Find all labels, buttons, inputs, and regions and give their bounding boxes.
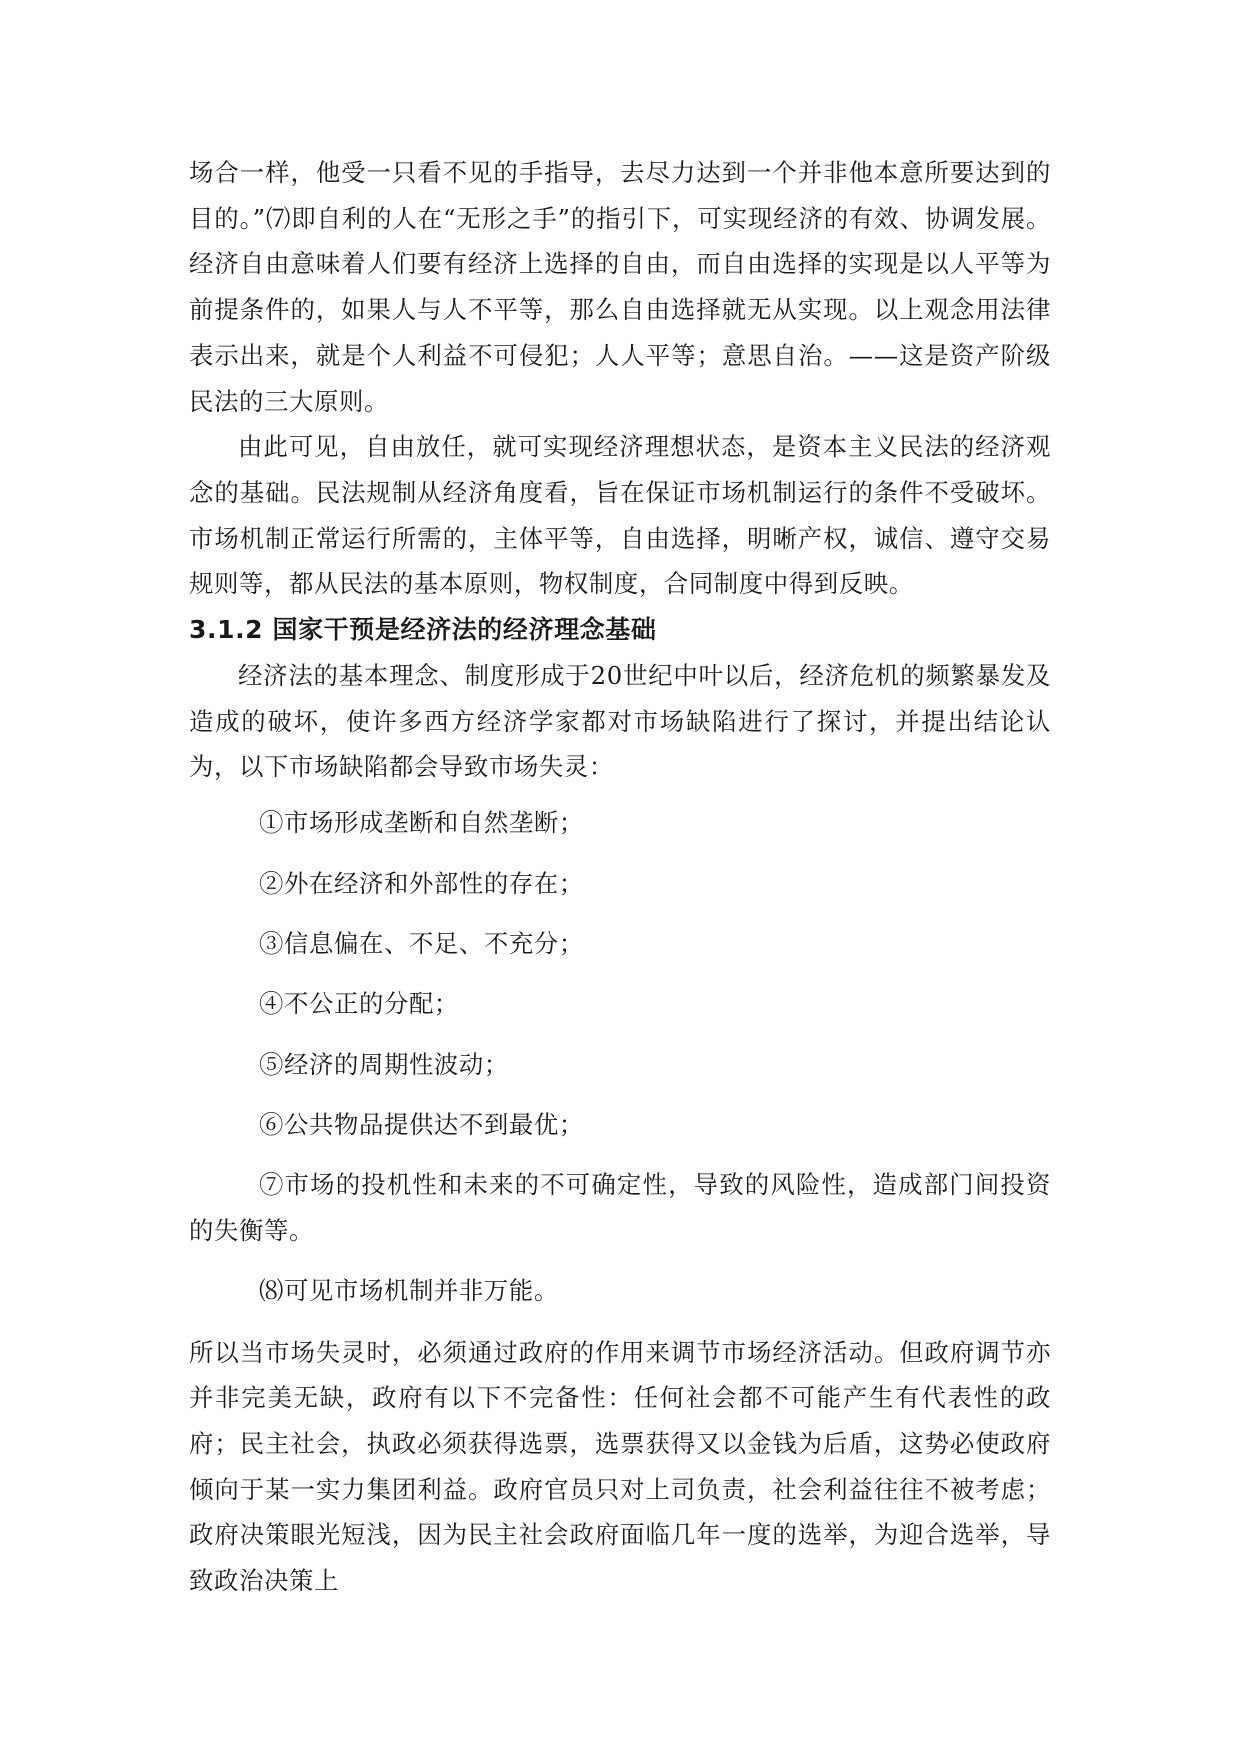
paragraph-civil-law-summary: 由此可见，自由放任，就可实现经济理想状态，是资本主义民法的经济观念的基础。民法规制从经济角度看，旨在保证市场机制运行的条件不受破坏。市场机制正常运行所需的，主体平等，自由选择，明晰产权，诚信、遵守交易规则等，都从民法的基本原则，物权制度，合同制度中得到反映。 [189,432,1051,599]
paragraph-continuation: 场合一样，他受一只看不见的手指导，去尽力达到一个并非他本意所要达到的目的。”⑺即自利的人在“无形之手”的指引下，可实现经济的有效、协调发展。经济自由意味着人们要有经济上选择的自由，而自由选择的实现是以人平等为前提条件的，如果人与人不平等，那么自由选择就无从实现。以上观念用法律表示出来，就是个人利益不可侵犯；人人平等；意思自治。——这是资产阶级民法的三大原则。 [189,158,1051,416]
paragraph-government-failure: 所以当市场失灵时，必须通过政府的作用来调节市场经济活动。但政府调节亦并非完美无缺，政府有以下不完备性：任何社会都不可能产生有代表性的政府；民主社会，执政必须获得选票，选票获得又以金钱为后盾，这势必使政府倾向于某一实力集团利益。政府官员只对上司负责，社会利益往往不被考虑；政府决策眼光短浅，因为民主社会政府面临几年一度的选举，为迎合选举，导致政治决策上 [189,1337,1051,1596]
list-item: ②外在经济和外部性的存在； [259,868,584,898]
list-item: ⑥公共物品提供达不到最优； [259,1110,584,1140]
footnote-line: ⑻可见市场机制并非万能。 [259,1275,559,1305]
paragraph-section-intro: 经济法的基本理念、制度形成于20世纪中叶以后，经济危机的频繁暴发及造成的破坏，使许多西方经济学家都对市场缺陷进行了探讨，并提出结论认为，以下市场缺陷都会导致市场失灵： [189,661,1051,782]
document-page [189,150,1051,1604]
market-failure-list [189,800,1051,1254]
list-item: ④不公正的分配； [259,989,459,1019]
section-heading: 3.1.2 国家干预是经济法的经济理念基础 [189,615,657,645]
list-item: ①市场形成垄断和自然垄断； [259,808,584,838]
list-item: ③信息偏在、不足、不充分； [259,928,584,958]
list-item: ⑤经济的周期性波动； [259,1049,509,1079]
list-item: ⑦市场的投机性和未来的不可确定性，导致的风险性，造成部门间投资的失衡等。 [189,1170,1051,1246]
